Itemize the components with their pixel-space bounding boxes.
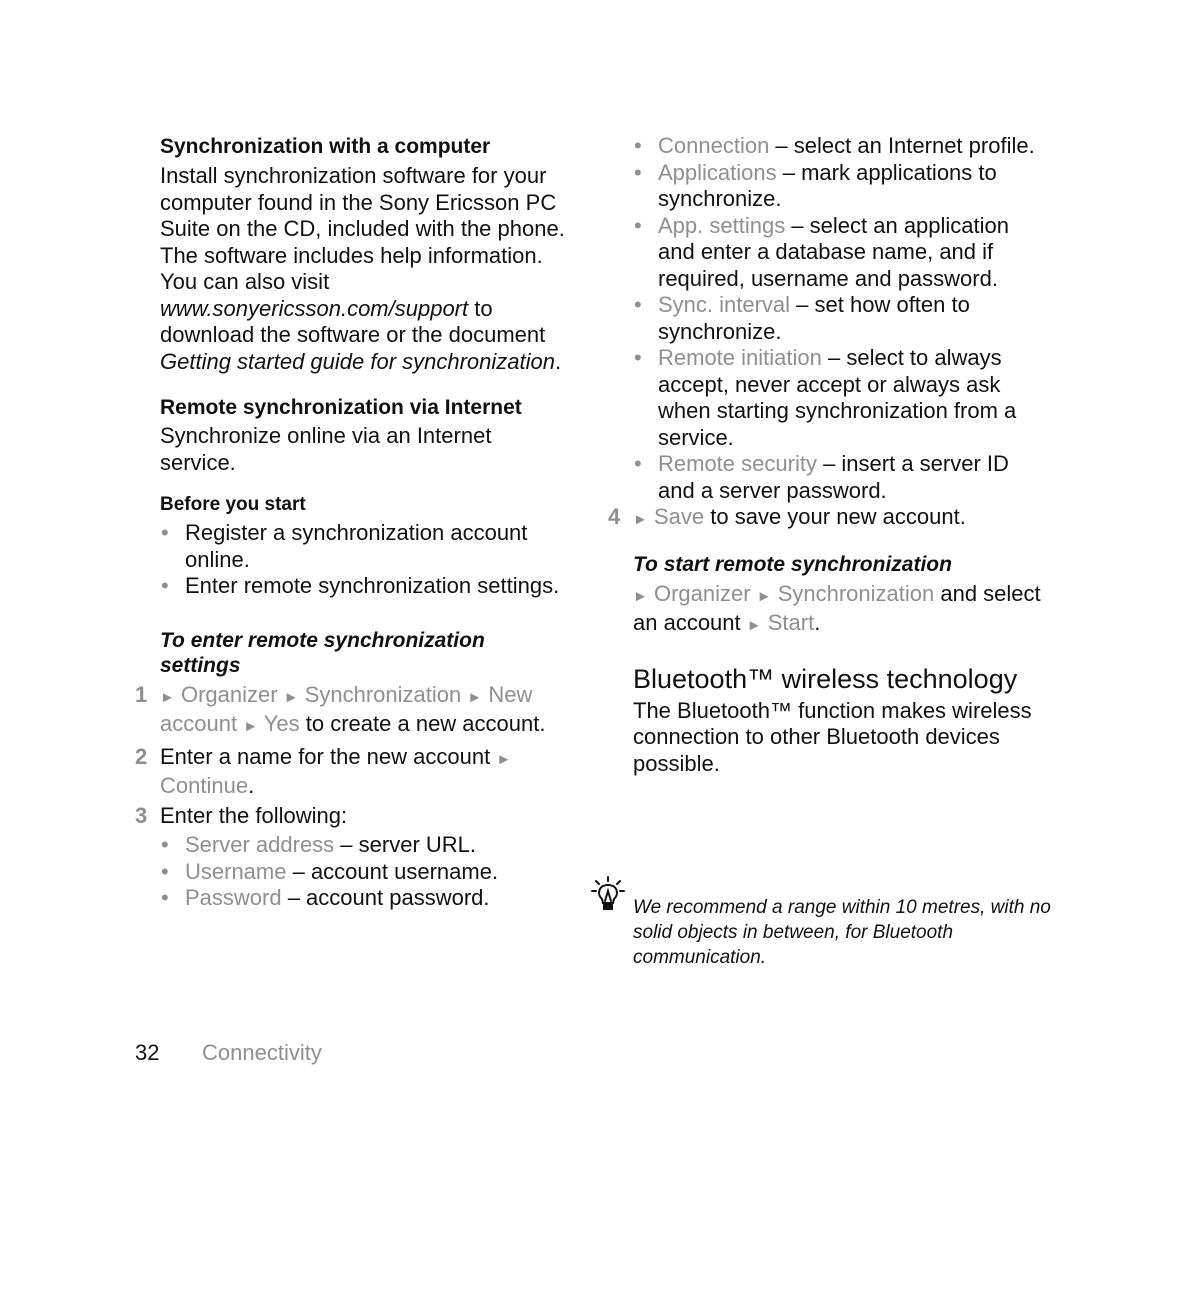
list-item (160, 832, 570, 859)
list-item (633, 160, 1043, 213)
steps-list (135, 681, 570, 912)
enter-settings-heading: To enter remote synchronization settings (160, 628, 485, 677)
setting-term: Remote security (658, 451, 817, 476)
right-column (608, 133, 1043, 777)
list-item (633, 345, 1043, 451)
sync-computer-body (160, 163, 570, 375)
start-sync-instructions (633, 581, 1043, 640)
setting-desc: – account username. (286, 858, 499, 884)
setting-term: App. settings (658, 212, 786, 238)
arrow-icon: ► (467, 688, 483, 706)
page-footer (135, 1040, 322, 1066)
before-you-start-list (160, 520, 570, 600)
step-4 (608, 504, 1043, 534)
menu-new-account: New account (160, 681, 533, 736)
arrow-icon: ► (496, 750, 512, 768)
bluetooth-body: The Bluetooth™ function makes wireless connection to other Bluetooth devices possible. (633, 697, 1032, 776)
list-item (633, 213, 1043, 293)
arrow-icon: ► (160, 688, 175, 706)
list-item (160, 885, 570, 912)
list-item: • Register a synchronization account online. (160, 520, 570, 573)
step-2-text: Enter a name for the new account (160, 743, 497, 769)
arrow-icon: ► (756, 587, 772, 605)
remote-sync-heading: Remote synchronization via Internet (160, 396, 522, 419)
guide-title: Getting started guide for synchronization (160, 348, 556, 374)
sync-computer-text-3: . (555, 348, 562, 374)
setting-desc: – insert a server ID and a server password. (658, 451, 1009, 503)
left-column (135, 133, 570, 912)
setting-term: Username (185, 858, 287, 884)
step-number: 3 (135, 802, 148, 828)
arrow-icon: ► (633, 511, 648, 528)
menu-yes: Yes (263, 711, 300, 736)
setting-desc: – account password. (281, 885, 490, 910)
start-sync-heading: To start remote synchronization (633, 552, 952, 576)
menu-synchronization: Synchronization (777, 580, 935, 606)
step-number: 1 (135, 681, 148, 707)
bluetooth-tip: We recommend a range within 10 metres, with no solid objects in between, for Bluetooth communication. (633, 897, 1051, 968)
setting-term: Password (185, 885, 282, 910)
setting-desc: – select an application and enter a database name, and if required, username and password. (658, 212, 1010, 291)
step-2 (135, 743, 570, 800)
sync-computer-text-2: to download the software or the document (160, 295, 546, 347)
start-sync-text: and select an account (633, 580, 1041, 635)
sync-computer-text-1: Install synchronization software for your computer found in the Sony Ericsson PC Suite on the CD, included with the phone. The software includes help information. You can also visit (160, 163, 565, 294)
menu-start: Start (767, 610, 815, 635)
arrow-icon: ► (633, 587, 648, 605)
before-you-start-heading: Before you start (160, 494, 306, 515)
setting-desc: – set how often to synchronize. (658, 292, 970, 344)
section-name: Connectivity (202, 1040, 322, 1065)
page-number: 32 (135, 1040, 160, 1065)
step-number: 4 (608, 504, 621, 529)
list-item (633, 133, 1043, 160)
menu-organizer: Organizer (180, 681, 278, 707)
setting-term: Sync. interval (658, 292, 791, 317)
step-4-text: to save your new account. (704, 504, 966, 529)
setting-term: Connection (658, 133, 770, 158)
step-3-text: Enter the following: (160, 802, 348, 828)
list-item: • Enter remote synchronization settings. (160, 573, 570, 600)
list-item (633, 292, 1043, 345)
setting-desc: – select to always accept, never accept or always ask when starting synchronization from a service. (658, 345, 1017, 450)
step-3 (135, 802, 570, 912)
arrow-icon: ► (283, 688, 299, 706)
remote-sync-body: Synchronize online via an Internet service. (160, 423, 492, 475)
support-url: www.sonyericsson.com/support (160, 295, 469, 321)
menu-organizer: Organizer (653, 580, 751, 606)
arrow-icon: ► (243, 718, 259, 735)
menu-save: Save (653, 504, 705, 529)
sync-computer-heading: Synchronization with a computer (160, 135, 491, 158)
setting-term: Applications (658, 159, 777, 185)
step-2-end: . (248, 773, 255, 798)
setting-term: Remote initiation (658, 345, 822, 370)
lightbulb-icon (591, 876, 625, 912)
setting-desc: – mark applications to synchronize. (658, 159, 997, 211)
list-item (160, 859, 570, 886)
arrow-icon: ► (746, 617, 762, 634)
step-1-text: to create a new account. (299, 711, 546, 736)
setting-desc: – server URL. (334, 832, 477, 857)
settings-list (160, 832, 570, 912)
step-number: 2 (135, 743, 148, 769)
step-1 (135, 681, 570, 741)
settings-list-continued (633, 133, 1043, 504)
menu-synchronization: Synchronization (304, 681, 462, 707)
start-sync-end: . (814, 610, 821, 635)
menu-continue: Continue (160, 773, 249, 798)
steps-list-continued (608, 504, 1043, 534)
list-item (633, 451, 1043, 504)
setting-desc: – select an Internet profile. (769, 133, 1035, 158)
bluetooth-heading: Bluetooth™ wireless technology (633, 663, 1018, 694)
setting-term: Server address (185, 832, 335, 857)
